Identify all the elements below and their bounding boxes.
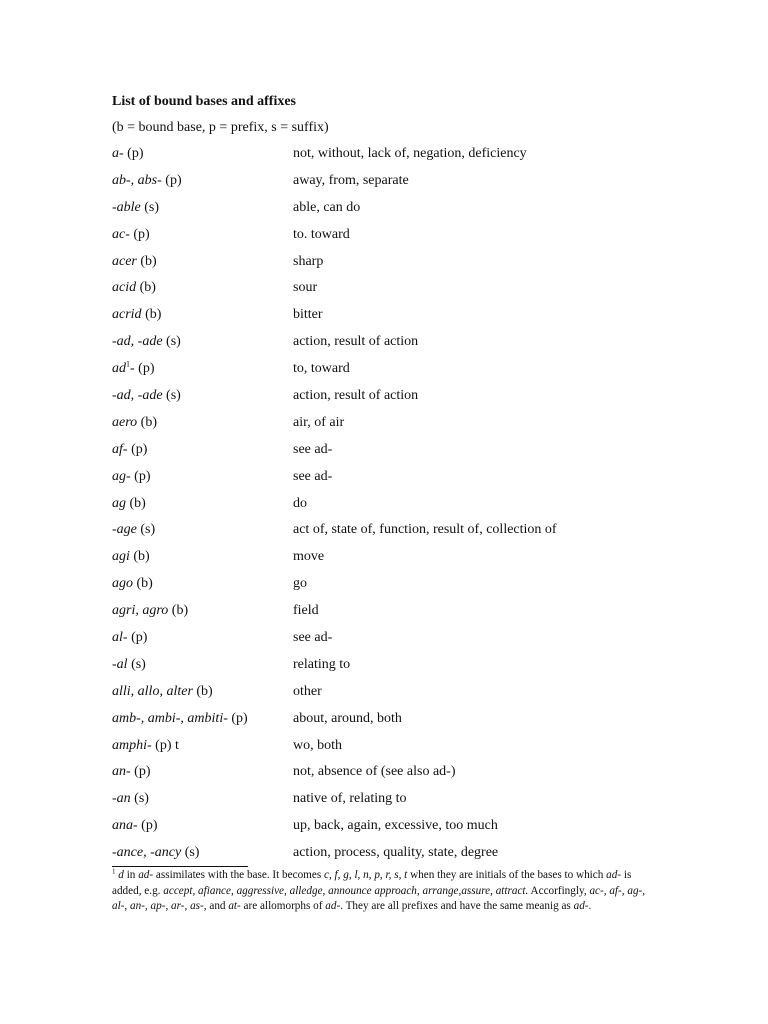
list-item xyxy=(0,522,768,549)
list-item xyxy=(0,549,768,576)
entry-type: (b) xyxy=(126,495,146,511)
entry-term xyxy=(112,307,161,323)
entry-form: -an xyxy=(112,791,131,807)
entry-form: ab-, abs- xyxy=(112,172,162,188)
list-item xyxy=(0,818,768,845)
entry-meaning: wo, both xyxy=(293,737,342,753)
entry-form: agi xyxy=(112,549,130,565)
entry-form: aero xyxy=(112,414,138,430)
entry-form: al- xyxy=(112,630,128,646)
entry-meaning: sharp xyxy=(293,253,324,269)
entry-form: amb-, ambi-, ambiti- xyxy=(112,710,228,726)
footnote-separator xyxy=(112,866,248,867)
entry-term xyxy=(112,657,146,673)
footnote-text: ad- xyxy=(138,869,154,881)
entry-meaning: to, toward xyxy=(293,361,350,377)
list-item xyxy=(0,442,768,469)
footnote-marker: 1 xyxy=(112,867,116,876)
entry-meaning: see ad- xyxy=(293,441,333,457)
footnote-text: when they are initials of the bases to which xyxy=(407,869,607,881)
entry-form: ago xyxy=(112,576,133,592)
entry-term xyxy=(112,280,156,296)
entry-term xyxy=(112,818,158,834)
entry-type: (p) xyxy=(161,172,182,188)
entry-term xyxy=(112,845,199,861)
footnote-text: accept, afiance, aggressive, alledge, announce approach, arrange,assure, attract. xyxy=(163,884,529,897)
entry-type: (b) xyxy=(129,549,150,565)
list-item xyxy=(0,764,768,791)
entry-type: (p) xyxy=(123,146,144,161)
footnote-text: c, f, g, l, n, p, r, s, t xyxy=(324,869,408,881)
list-item xyxy=(0,469,768,496)
list-item xyxy=(0,280,768,307)
entry-meaning: relating to xyxy=(293,656,351,672)
entry-form: -ad, -ade xyxy=(112,388,163,404)
list-item xyxy=(0,791,768,818)
entry-term xyxy=(112,415,157,431)
list-item xyxy=(0,361,768,388)
entry-type: (b) xyxy=(137,414,157,430)
footnote-text: . They are all prefixes and have the same meanig as xyxy=(340,900,574,912)
footnote-text: and xyxy=(206,900,229,912)
entry-meaning: about, around, both xyxy=(293,710,402,726)
footnote-text: at- xyxy=(228,900,241,912)
entry-meaning: other xyxy=(293,683,322,699)
list-item xyxy=(0,173,768,200)
entry-meaning: action, result of action xyxy=(293,388,419,404)
entry-meaning: native of, relating to xyxy=(293,791,407,807)
footnote-text: d xyxy=(115,869,124,881)
entry-term xyxy=(112,576,153,592)
entry-form: af- xyxy=(112,441,128,457)
affix-list xyxy=(0,146,768,872)
list-item xyxy=(0,334,768,361)
entry-term xyxy=(112,522,155,538)
entry-type: (p) xyxy=(129,226,150,242)
entry-type: (s) xyxy=(130,791,149,807)
footnote-text: ad- xyxy=(325,900,341,912)
list-item xyxy=(0,496,768,523)
list-item xyxy=(0,254,768,281)
entry-type: (s) xyxy=(162,334,181,350)
entry-form: ag- xyxy=(112,468,131,484)
entry-form: an- xyxy=(112,764,131,780)
entry-type: (s) xyxy=(162,388,181,404)
list-item xyxy=(0,200,768,227)
footnote-text: assimilates with the base. It becomes xyxy=(153,869,324,881)
entry-term xyxy=(112,200,159,216)
list-item xyxy=(0,657,768,684)
list-item xyxy=(0,388,768,415)
entry-term xyxy=(112,469,151,485)
footnote-text: ad- xyxy=(606,869,622,881)
list-item xyxy=(0,738,768,765)
entry-type: (s) xyxy=(127,656,146,672)
entry-form: ad xyxy=(112,361,126,377)
entry-meaning: not, without, lack of, negation, deficiency xyxy=(293,146,527,161)
entry-term xyxy=(112,173,182,189)
entry-meaning: able, can do xyxy=(293,199,361,215)
footnote-text: . xyxy=(588,900,592,912)
entry-term xyxy=(112,603,188,619)
entry-term xyxy=(112,764,151,780)
list-item xyxy=(0,415,768,442)
entry-type: (p) xyxy=(130,468,151,484)
entry-type: (p) xyxy=(227,710,248,726)
entry-type: (b) xyxy=(192,683,213,699)
entry-form: ana- xyxy=(112,818,138,834)
footnote-text: is added, e.g. xyxy=(112,869,632,897)
entry-type: (p) xyxy=(127,441,148,457)
entry-type: (b) xyxy=(168,603,189,619)
entry-form: acrid xyxy=(112,307,142,323)
entry-type: - (p) xyxy=(130,361,155,377)
entry-meaning: not, absence of (see also ad-) xyxy=(293,764,456,780)
entry-form: acid xyxy=(112,280,137,296)
list-item xyxy=(0,711,768,738)
entry-meaning: field xyxy=(293,603,319,619)
list-item xyxy=(0,146,768,173)
footnote-reference: 1 xyxy=(126,359,130,369)
entry-meaning: away, from, separate xyxy=(293,172,409,188)
list-item xyxy=(0,630,768,657)
page-title: List of bound bases and affixes xyxy=(112,94,296,109)
entry-term xyxy=(112,738,179,754)
entry-type: (s) xyxy=(140,199,160,215)
entry-meaning: act of, state of, function, result of, collection of xyxy=(293,522,557,538)
entry-meaning: bitter xyxy=(293,307,323,323)
entry-meaning: move xyxy=(293,549,325,565)
list-item xyxy=(0,684,768,711)
list-item xyxy=(0,227,768,254)
entry-term xyxy=(112,361,155,377)
entry-type: (p) xyxy=(130,764,151,780)
entry-type: (p) t xyxy=(151,737,179,753)
entry-term xyxy=(112,630,147,646)
list-item xyxy=(0,307,768,334)
entry-form: -age xyxy=(112,522,137,538)
entry-type: (p) xyxy=(127,630,148,646)
entry-meaning: to. toward xyxy=(293,226,350,242)
entry-form: -ance, -ancy xyxy=(112,845,182,861)
footnote-text: Accorfingly, xyxy=(528,884,590,897)
entry-form: ag xyxy=(112,495,126,511)
entry-meaning: action, result of action xyxy=(293,334,419,350)
entry-type: (s) xyxy=(136,522,156,538)
entry-term xyxy=(112,496,146,512)
entry-term xyxy=(112,334,181,350)
entry-term xyxy=(112,549,150,565)
footnote xyxy=(112,868,652,915)
entry-meaning: see ad- xyxy=(293,468,333,484)
footnote-text: in xyxy=(123,869,139,881)
entry-term xyxy=(112,684,213,700)
entry-type: (b) xyxy=(141,307,162,323)
entry-form: ac- xyxy=(112,226,130,242)
footnote-text: ac-, af-, ag-, al-, an-, ap-, ar-, as-, xyxy=(112,884,646,912)
entry-term xyxy=(112,388,181,404)
entry-meaning: action, process, quality, state, degree xyxy=(293,845,499,861)
entry-meaning: go xyxy=(293,576,307,592)
entry-form: -al xyxy=(112,656,128,672)
entry-term xyxy=(112,146,144,162)
entry-type: (b) xyxy=(136,280,156,296)
entry-meaning: air, of air xyxy=(293,414,345,430)
entry-form: alli, allo, alter xyxy=(112,683,193,699)
entry-meaning: do xyxy=(293,495,307,511)
entry-type: (p) xyxy=(137,818,158,834)
entry-term xyxy=(112,442,147,458)
entry-form: amphi- xyxy=(112,737,152,753)
entry-type: (s) xyxy=(181,845,200,861)
entry-term xyxy=(112,227,150,243)
entry-form: a- xyxy=(112,146,124,161)
abbreviation-legend: (b = bound base, p = prefix, s = suffix) xyxy=(112,120,329,135)
entry-meaning: up, back, again, excessive, too much xyxy=(293,818,498,834)
entry-form: agri, agro xyxy=(112,603,169,619)
list-item xyxy=(0,576,768,603)
list-item xyxy=(0,603,768,630)
entry-type: (b) xyxy=(136,253,157,269)
entry-term xyxy=(112,711,248,727)
entry-form: -ad, -ade xyxy=(112,334,163,350)
entry-term xyxy=(112,254,157,270)
entry-term xyxy=(112,791,149,807)
footnote-text: ad- xyxy=(573,900,589,912)
entry-form: acer xyxy=(112,253,137,269)
entry-type: (b) xyxy=(133,576,153,592)
entry-meaning: see ad- xyxy=(293,630,333,646)
entry-meaning: sour xyxy=(293,280,318,296)
entry-form: -able xyxy=(112,199,141,215)
footnote-text: are allomorphs of xyxy=(240,900,326,912)
